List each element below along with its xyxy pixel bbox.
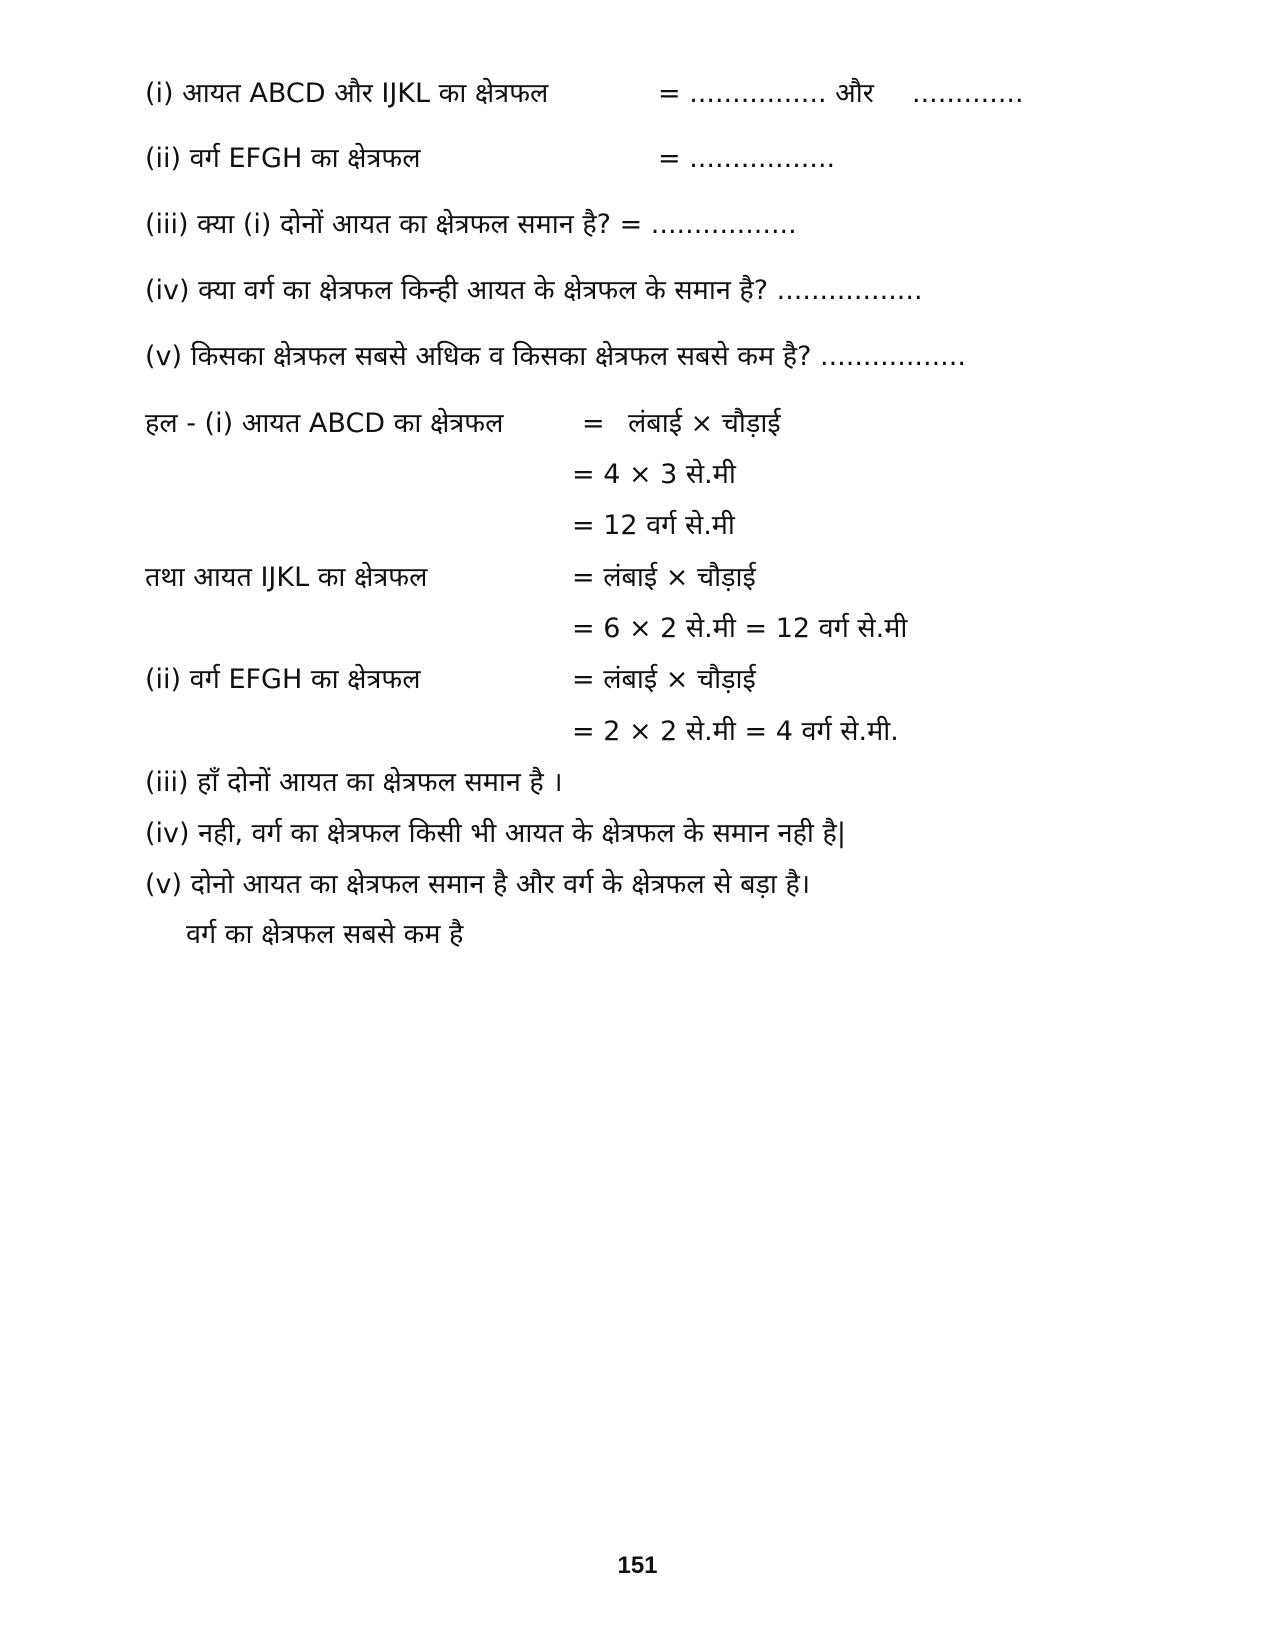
answer-4: (iv) नही, वर्ग का क्षेत्रफल किसी भी आयत के क्षेत्रफल के समान नही है|: [145, 818, 846, 849]
question-5: (v) किसका क्षेत्रफल सबसे अधिक व किसका क्षेत्रफल सबसे कम है? .................: [145, 341, 966, 372]
question-2-label: (ii) वर्ग EFGH का क्षेत्रफल: [145, 143, 421, 174]
answer-3: (iii) हाँ दोनों आयत का क्षेत्रफल समान है ।: [145, 767, 563, 798]
answer-5-line-2: वर्ग का क्षेत्रफल सबसे कम है: [186, 919, 464, 950]
solution-3-step-2: = 2 × 2 से.मी = 4 वर्ग से.मी.: [572, 716, 899, 747]
solution-1-step-3: = 12 वर्ग से.मी: [572, 510, 735, 541]
solution-1-step-2: = 4 × 3 से.मी: [572, 459, 736, 490]
question-4: (iv) क्या वर्ग का क्षेत्रफल किन्ही आयत के क्षेत्रफल के समान है? .................: [145, 275, 923, 306]
question-1-blank: .............: [912, 78, 1024, 109]
solution-2-label: तथा आयत IJKL का क्षेत्रफल: [145, 562, 428, 593]
solution-1-formula: लंबाई × चौड़ाई: [628, 408, 781, 439]
solution-3-step-1: = लंबाई × चौड़ाई: [572, 664, 756, 695]
solution-3-label: (ii) वर्ग EFGH का क्षेत्रफल: [145, 664, 421, 695]
question-3: (iii) क्या (i) दोनों आयत का क्षेत्रफल समान है? = .................: [145, 209, 797, 240]
answer-5-line-1: (v) दोनो आयत का क्षेत्रफल समान है और वर्ग के क्षेत्रफल से बड़ा है।: [145, 869, 811, 900]
solution-2-step-1: = लंबाई × चौड़ाई: [572, 562, 756, 593]
question-2-answer: = .................: [658, 143, 836, 174]
page-number: 151: [617, 1552, 658, 1579]
solution-2-step-2: = 6 × 2 से.मी = 12 वर्ग से.मी: [572, 613, 908, 644]
solution-1-equals: =: [582, 408, 605, 439]
question-1-answer: = ................ और: [658, 78, 874, 109]
solution-1-label: हल - (i) आयत ABCD का क्षेत्रफल: [145, 408, 504, 439]
question-1-label: (i) आयत ABCD और IJKL का क्षेत्रफल: [145, 78, 549, 109]
